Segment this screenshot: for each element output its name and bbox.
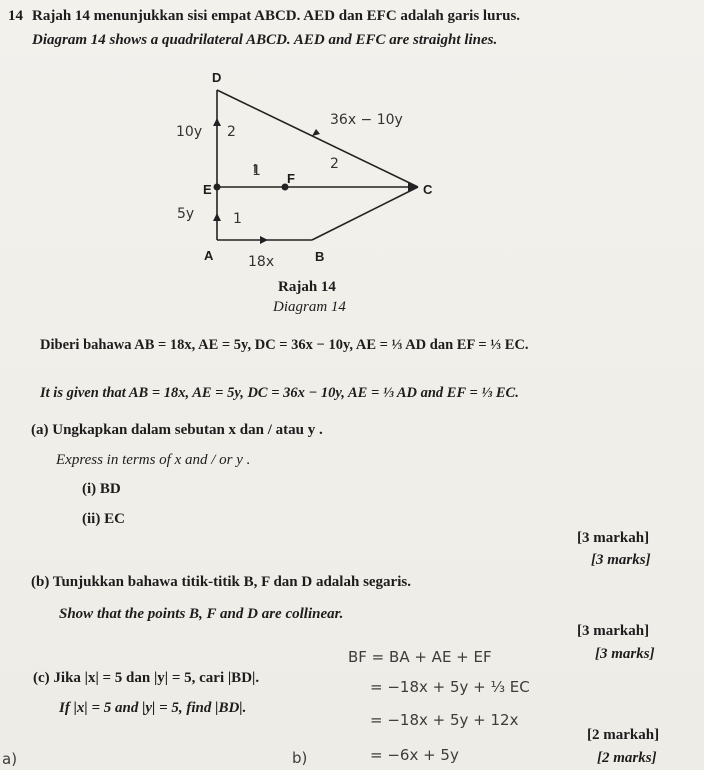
- part-a-marks-english: [3 marks]: [591, 552, 651, 568]
- question-intro-malay: Rajah 14 menunjukkan sisi empat ABCD. AED dan EFC adalah garis lurus.: [32, 8, 521, 24]
- part-c-marks-english: [2 marks]: [597, 750, 657, 766]
- hand-ratio-fc: 2: [330, 156, 339, 172]
- handwriting-line-3: = −18x + 5y + 12x: [370, 711, 519, 729]
- hand-label-dc: 36x − 10y: [330, 112, 403, 128]
- hand-ratio-ef: 1: [252, 163, 261, 179]
- part-b-english: Show that the points B, F and D are collinear.: [59, 606, 344, 622]
- handwriting-line-2: = −18x + 5y + ⅓ EC: [370, 678, 530, 696]
- quadrilateral-diagram: [190, 60, 450, 280]
- hand-label-ab: 18x: [248, 254, 275, 270]
- handwriting-line-1: BF = BA + AE + EF: [348, 648, 492, 666]
- part-c-english: If |x| = 5 and |y| = 5, find |BD|.: [59, 700, 247, 716]
- question-number: 14: [8, 8, 23, 24]
- arrow-ec-icon: [408, 182, 418, 192]
- label-point-d: D: [212, 70, 222, 85]
- part-c-malay: (c) Jika |x| = 5 dan |y| = 5, cari |BD|.: [33, 670, 260, 686]
- hand-label-ae: 5y: [177, 206, 195, 222]
- diagram-caption-english: Diagram 14: [273, 299, 346, 315]
- diagram-caption-malay: Rajah 14: [278, 279, 336, 295]
- line-bc: [312, 187, 418, 240]
- part-c-marks-malay: [2 markah]: [587, 727, 660, 743]
- part-a-marks-malay: [3 markah]: [577, 530, 650, 546]
- handwriting-label-b: b): [292, 749, 308, 767]
- question-intro-english: Diagram 14 shows a quadrilateral ABCD. AED and EFC are straight lines.: [32, 32, 498, 48]
- line-dc: [217, 90, 418, 187]
- arrow-ad-icon: [213, 118, 221, 126]
- part-a-ii: (ii) EC: [82, 511, 125, 527]
- handwriting-label-a: a): [2, 750, 18, 768]
- part-b-malay: (b) Tunjukkan bahawa titik-titik B, F dan D adalah segaris.: [31, 574, 411, 590]
- point-e: [214, 184, 221, 191]
- part-a-i: (i) BD: [82, 481, 121, 497]
- hand-label-ad: 10y: [176, 124, 203, 140]
- part-a-english: Express in terms of x and / or y .: [56, 452, 251, 468]
- arrow-ab-icon: [260, 236, 268, 244]
- hand-ratio-de: 2: [227, 124, 236, 140]
- given-statement-english: It is given that AB = 18x, AE = 5y, DC = 36x − 10y, AE = ⅓ AD and EF = ⅓ EC.: [40, 385, 519, 401]
- part-a-malay: (a) Ungkapkan dalam sebutan x dan / atau y .: [31, 422, 323, 438]
- arrow-dc-icon: [312, 129, 320, 136]
- handwriting-line-4: = −6x + 5y: [370, 746, 459, 764]
- part-b-marks-malay: [3 markah]: [577, 623, 650, 639]
- given-statement-malay: Diberi bahawa AB = 18x, AE = 5y, DC = 36x − 10y, AE = ⅓ AD dan EF = ⅓ EC.: [40, 337, 529, 353]
- label-point-b: B: [315, 249, 325, 264]
- hand-ratio-ae: 1: [233, 211, 242, 227]
- label-point-f: F: [287, 171, 295, 186]
- part-b-marks-english: [3 marks]: [595, 646, 655, 662]
- label-point-a: A: [204, 248, 214, 263]
- label-point-e: E: [203, 182, 212, 197]
- label-point-c: C: [423, 182, 433, 197]
- arrow-ae-icon: [213, 213, 221, 221]
